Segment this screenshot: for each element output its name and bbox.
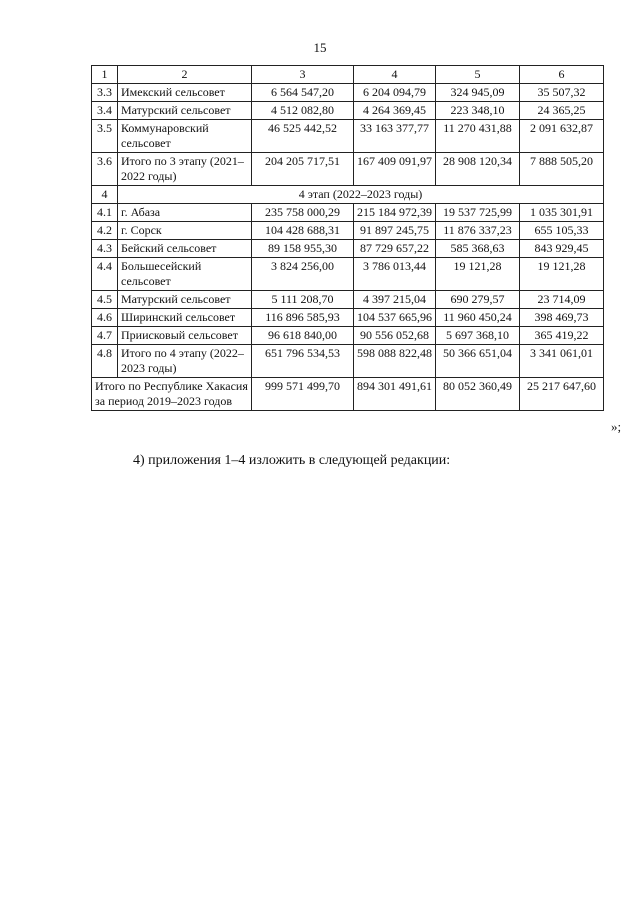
value-cell: 6 564 547,20: [252, 84, 354, 102]
value-cell: 90 556 052,68: [354, 327, 436, 345]
closing-quote: »;: [611, 419, 622, 434]
name-cell: Имекский сельсовет: [118, 84, 252, 102]
value-cell: 204 205 717,51: [252, 153, 354, 186]
table-row: [92, 327, 604, 345]
stage-row: [92, 186, 604, 204]
value-cell: 655 105,33: [520, 222, 604, 240]
value-cell: 5 111 208,70: [252, 291, 354, 309]
index-cell: 4.4: [92, 258, 118, 291]
table-row: [92, 120, 604, 153]
value-cell: 1 035 301,91: [520, 204, 604, 222]
name-cell: г. Сорск: [118, 222, 252, 240]
index-cell: 4.6: [92, 309, 118, 327]
index-cell: 4.3: [92, 240, 118, 258]
name-cell: Бейский сельсовет: [118, 240, 252, 258]
value-cell: 585 368,63: [436, 240, 520, 258]
value-cell: 11 270 431,88: [436, 120, 520, 153]
value-cell: 4 264 369,45: [354, 102, 436, 120]
name-cell: Матурский сельсовет: [118, 291, 252, 309]
value-cell: 894 301 491,61: [354, 378, 436, 411]
stage-title: 4 этап (2022–2023 годы): [118, 186, 604, 204]
table-row: [92, 291, 604, 309]
value-cell: 89 158 955,30: [252, 240, 354, 258]
amendment-paragraph: 4) приложения 1–4 изложить в следующей редакции:: [133, 453, 451, 468]
value-cell: 46 525 442,52: [252, 120, 354, 153]
value-cell: 3 341 061,01: [520, 345, 604, 378]
name-cell: Ширинский сельсовет: [118, 309, 252, 327]
value-cell: 19 537 725,99: [436, 204, 520, 222]
header-cell: 5: [436, 66, 520, 84]
page-number: 15: [313, 40, 327, 55]
index-cell: 3.3: [92, 84, 118, 102]
value-cell: 4 397 215,04: [354, 291, 436, 309]
value-cell: 365 419,22: [520, 327, 604, 345]
index-cell: 4.5: [92, 291, 118, 309]
value-cell: 6 204 094,79: [354, 84, 436, 102]
name-cell: г. Абаза: [118, 204, 252, 222]
value-cell: 324 945,09: [436, 84, 520, 102]
value-cell: 116 896 585,93: [252, 309, 354, 327]
index-cell: 4.7: [92, 327, 118, 345]
header-cell: 6: [520, 66, 604, 84]
index-cell: 4.2: [92, 222, 118, 240]
index-cell: 4.8: [92, 345, 118, 378]
value-cell: 50 366 651,04: [436, 345, 520, 378]
value-cell: 223 348,10: [436, 102, 520, 120]
value-cell: 3 786 013,44: [354, 258, 436, 291]
name-cell: Итого по 4 этапу (2022–2023 годы): [118, 345, 252, 378]
index-cell: 3.5: [92, 120, 118, 153]
value-cell: 2 091 632,87: [520, 120, 604, 153]
value-cell: 28 908 120,34: [436, 153, 520, 186]
value-cell: 35 507,32: [520, 84, 604, 102]
table-row: [92, 309, 604, 327]
value-cell: 235 758 000,29: [252, 204, 354, 222]
value-cell: 398 469,73: [520, 309, 604, 327]
name-cell: Итого по 3 этапу (2021–2022 годы): [118, 153, 252, 186]
value-cell: 843 929,45: [520, 240, 604, 258]
value-cell: 4 512 082,80: [252, 102, 354, 120]
table-body: [92, 66, 604, 411]
value-cell: 167 409 091,97: [354, 153, 436, 186]
table-row: [92, 345, 604, 378]
value-cell: 91 897 245,75: [354, 222, 436, 240]
name-cell: Коммунаровский сельсовет: [118, 120, 252, 153]
total-label: Итого по Республике Хакасия за период 2019–2023 годов: [92, 378, 252, 411]
value-cell: 33 163 377,77: [354, 120, 436, 153]
header-cell: 4: [354, 66, 436, 84]
header-cell: 3: [252, 66, 354, 84]
value-cell: 96 618 840,00: [252, 327, 354, 345]
value-cell: 999 571 499,70: [252, 378, 354, 411]
value-cell: 215 184 972,39: [354, 204, 436, 222]
table-row: [92, 204, 604, 222]
value-cell: 651 796 534,53: [252, 345, 354, 378]
value-cell: 87 729 657,22: [354, 240, 436, 258]
table-row: [92, 222, 604, 240]
index-cell: 3.4: [92, 102, 118, 120]
value-cell: 5 697 368,10: [436, 327, 520, 345]
value-cell: 104 428 688,31: [252, 222, 354, 240]
table-row: [92, 102, 604, 120]
value-cell: 23 714,09: [520, 291, 604, 309]
name-cell: Большесейский сельсовет: [118, 258, 252, 291]
name-cell: Приисковый сельсовет: [118, 327, 252, 345]
value-cell: 11 876 337,23: [436, 222, 520, 240]
index-cell: 4: [92, 186, 118, 204]
table-row: [92, 84, 604, 102]
value-cell: 11 960 450,24: [436, 309, 520, 327]
value-cell: 104 537 665,96: [354, 309, 436, 327]
name-cell: Матурский сельсовет: [118, 102, 252, 120]
table-row: [92, 153, 604, 186]
table-row: [92, 258, 604, 291]
value-cell: 25 217 647,60: [520, 378, 604, 411]
table-row: [92, 240, 604, 258]
value-cell: 19 121,28: [436, 258, 520, 291]
value-cell: 7 888 505,20: [520, 153, 604, 186]
header-row: [92, 66, 604, 84]
value-cell: 19 121,28: [520, 258, 604, 291]
header-cell: 2: [118, 66, 252, 84]
value-cell: 690 279,57: [436, 291, 520, 309]
header-cell: 1: [92, 66, 118, 84]
index-cell: 3.6: [92, 153, 118, 186]
index-cell: 4.1: [92, 204, 118, 222]
total-row: [92, 378, 604, 411]
budget-table: [91, 65, 604, 411]
value-cell: 80 052 360,49: [436, 378, 520, 411]
value-cell: 598 088 822,48: [354, 345, 436, 378]
value-cell: 3 824 256,00: [252, 258, 354, 291]
value-cell: 24 365,25: [520, 102, 604, 120]
